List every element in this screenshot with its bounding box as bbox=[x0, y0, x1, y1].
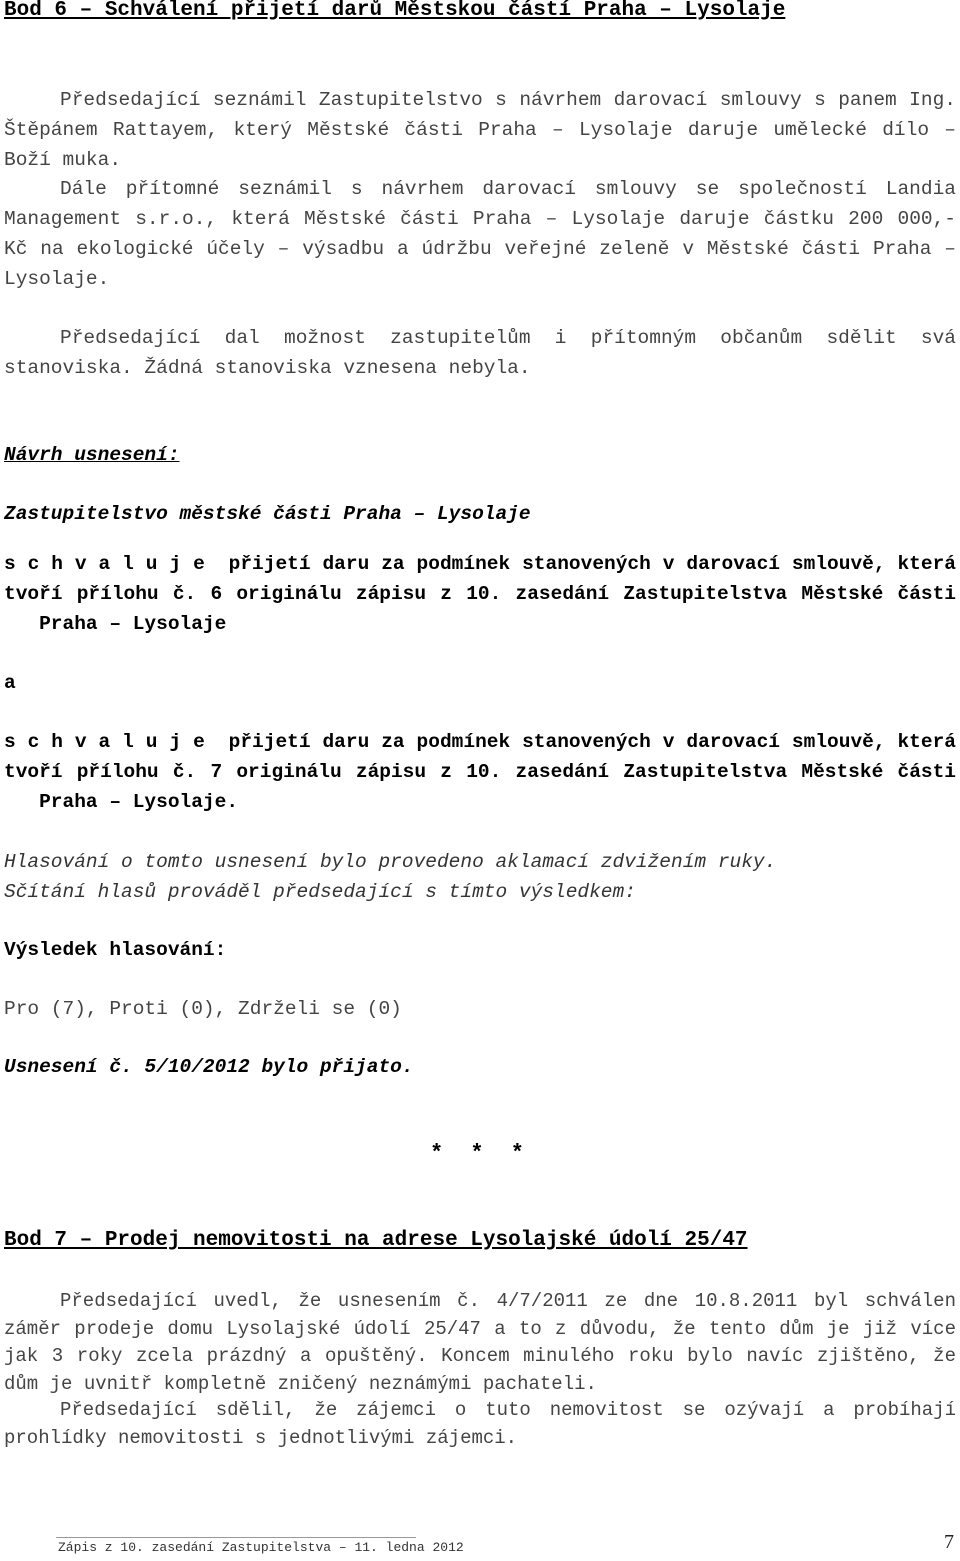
resolution-2-tail: Praha – Lysolaje. bbox=[39, 791, 239, 813]
section-7-heading: Bod 7 – Prodej nemovitosti na adrese Lysolajské údolí 25/47 bbox=[4, 1229, 748, 1252]
paragraph-donation-artwork: Předsedající seznámil Zastupitelstvo s návrhem darovací smlouvy s panem Ing. Štěpánem Rattayem, který Městské části Praha – Lysolaje daruje umělecké dílo – Boží muka. bbox=[4, 89, 956, 171]
paragraph-interested-parties: Předsedající sdělil, že zájemci o tuto nemovitost se ozývají a probíhají prohlídky nemovitosti s jednotlivými zájemci. bbox=[4, 1399, 956, 1449]
voting-result-label: Výsledek hlasování: bbox=[4, 939, 227, 961]
footer-divider bbox=[56, 1537, 416, 1538]
voting-counter: Sčítání hlasů prováděl předsedající s tímto výsledkem: bbox=[4, 881, 636, 903]
approve-word: s c h v a l u j e bbox=[4, 553, 205, 575]
section-separator: * * * bbox=[430, 1141, 525, 1166]
resolution-1 bbox=[4, 549, 956, 639]
conjunction: a bbox=[4, 672, 16, 694]
paragraph-donation-money: Dále přítomné seznámil s návrhem darovací smlouvy se společností Landia Management s.r.o., která Městské části Praha – Lysolaje daruje částku 200 000,- Kč na ekologické účely – výsadbu a údržbu veřejné zeleně v Městské části Praha – Lysolaje. bbox=[4, 178, 956, 290]
council-name: Zastupitelstvo městské části Praha – Lysolaje bbox=[4, 503, 531, 525]
resolution-accepted: Usnesení č. 5/10/2012 bylo přijato. bbox=[4, 1056, 414, 1078]
footer-text: Zápis z 10. zasedání Zastupitelstva – 11. ledna 2012 bbox=[58, 1540, 464, 1555]
resolution-2-text: přijetí daru za podmínek stanovených v darovací smlouvě, která tvoří přílohu č. 7 originálu zápisu z 10. zasedání Zastupitelstva Městské části bbox=[4, 731, 956, 783]
paragraph-property-sale: Předsedající uvedl, že usnesením č. 4/7/2011 ze dne 10.8.2011 byl schválen záměr prodeje domu Lysolajské údolí 25/47 a to z důvodu, že tento dům je již více jak 3 roky zcela prázdný a opuštěný. Koncem minulého roku bylo navíc zjištěno, že dům je uvnitř kompletně zničený neznámými pachateli. bbox=[4, 1290, 956, 1395]
resolution-1-text: přijetí daru za podmínek stanovených v darovací smlouvě, která tvoří přílohu č. 6 originálu zápisu z 10. zasedání Zastupitelstva Městské části bbox=[4, 553, 956, 605]
section-6-heading: Bod 6 – Schválení přijetí darů Městskou částí Praha – Lysolaje bbox=[4, 0, 786, 22]
resolution-1-tail: Praha – Lysolaje bbox=[39, 613, 227, 635]
page-number: 7 bbox=[944, 1531, 954, 1553]
voting-method: Hlasování o tomto usnesení bylo provedeno aklamací zdvižením ruky. bbox=[4, 851, 777, 873]
voting-result-values: Pro (7), Proti (0), Zdrželi se (0) bbox=[4, 998, 402, 1020]
resolution-2 bbox=[4, 727, 956, 817]
paragraph-statements: Předsedající dal možnost zastupitelům i přítomným občanům sdělit svá stanoviska. Žádná stanoviska vznesena nebyla. bbox=[4, 327, 956, 379]
approve-word: s c h v a l u j e bbox=[4, 731, 205, 753]
proposal-label: Návrh usnesení: bbox=[4, 444, 180, 466]
